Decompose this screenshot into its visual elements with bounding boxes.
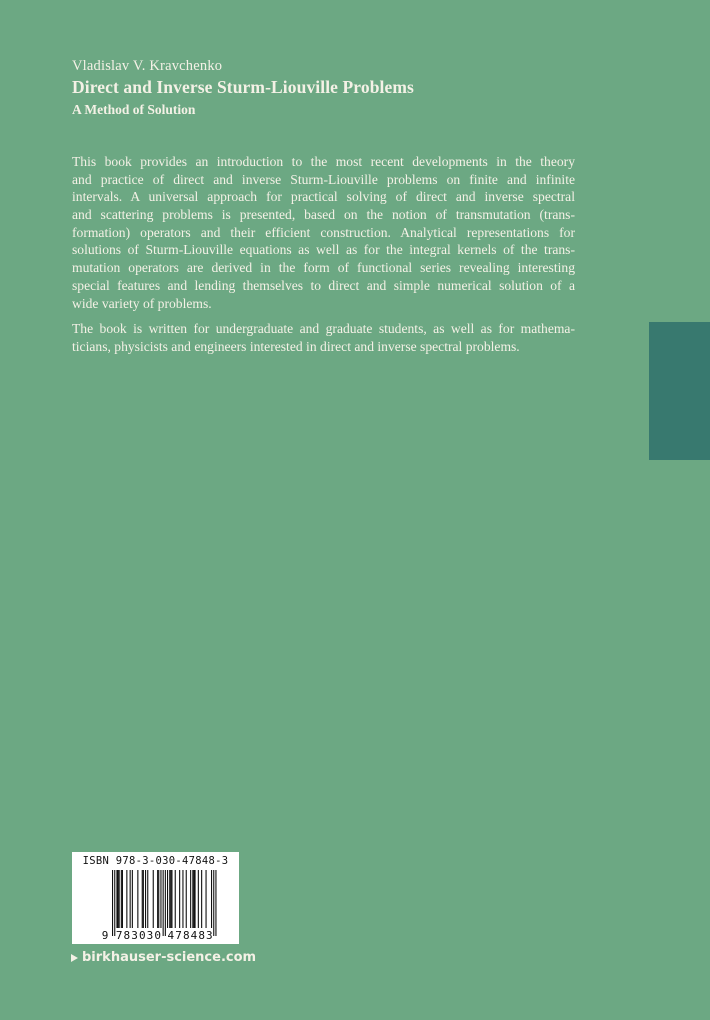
book-title: Direct and Inverse Sturm-Liouville Problems <box>72 77 414 97</box>
svg-text:4: 4 <box>190 929 198 942</box>
blurb-line: mutation operators are derived in the form of functional series revealing interesting <box>72 260 575 276</box>
blurb-line: and practice of direct and inverse Sturm-Liouville problems on finite and infinite <box>72 171 575 187</box>
svg-text:0: 0 <box>154 929 161 942</box>
color-tab <box>649 322 710 460</box>
isbn-label: ISBN 978-3-030-47848-3 <box>82 855 229 867</box>
svg-text:4: 4 <box>167 929 175 942</box>
blurb-line: The book is written for undergraduate and graduate students, as well as for mathema- <box>72 321 575 337</box>
isbn-barcode-box <box>72 852 239 944</box>
blurb-line: solutions of Sturm-Liouville equations as well as for the integral kernels of the trans- <box>72 242 575 258</box>
svg-text:3: 3 <box>206 929 213 942</box>
website-label: birkhauser-science.com <box>82 950 257 965</box>
svg-text:8: 8 <box>198 929 205 942</box>
blurb-line: wide variety of problems. <box>72 295 212 311</box>
barcode-icon <box>100 870 239 942</box>
blurb-line: special features and lending themselves to direct and simple numerical solution of a <box>72 277 575 293</box>
svg-text:0: 0 <box>138 929 146 942</box>
svg-text:8: 8 <box>123 929 131 942</box>
play-icon <box>71 954 78 962</box>
svg-text:3: 3 <box>131 929 138 942</box>
blurb <box>72 153 575 364</box>
svg-text:9: 9 <box>101 929 109 942</box>
blurb-line: intervals. A universal approach for practical solving of direct and inverse spectral <box>72 189 575 205</box>
author-name: Vladislav V. Kravchenko <box>72 58 223 74</box>
svg-text:8: 8 <box>182 929 190 942</box>
blurb-line: and scattering problems is presented, based on the notion of transmutation (trans- <box>72 207 575 223</box>
blurb-line: formation) operators and their efficient construction. Analytical representations for <box>72 224 575 240</box>
blurb-line: This book provides an introduction to the most recent developments in the theory <box>72 154 575 169</box>
svg-text:3: 3 <box>146 929 154 942</box>
blurb-line: ticians, physicists and engineers interested in direct and inverse spectral problems. <box>72 338 520 354</box>
blurb-paragraph-2 <box>72 320 575 355</box>
blurb-paragraph-1 <box>72 153 575 312</box>
website-link[interactable] <box>71 950 256 965</box>
svg-text:7: 7 <box>175 929 182 942</box>
book-subtitle: A Method of Solution <box>72 102 196 117</box>
barcode <box>100 870 229 940</box>
svg-text:7: 7 <box>115 929 123 942</box>
